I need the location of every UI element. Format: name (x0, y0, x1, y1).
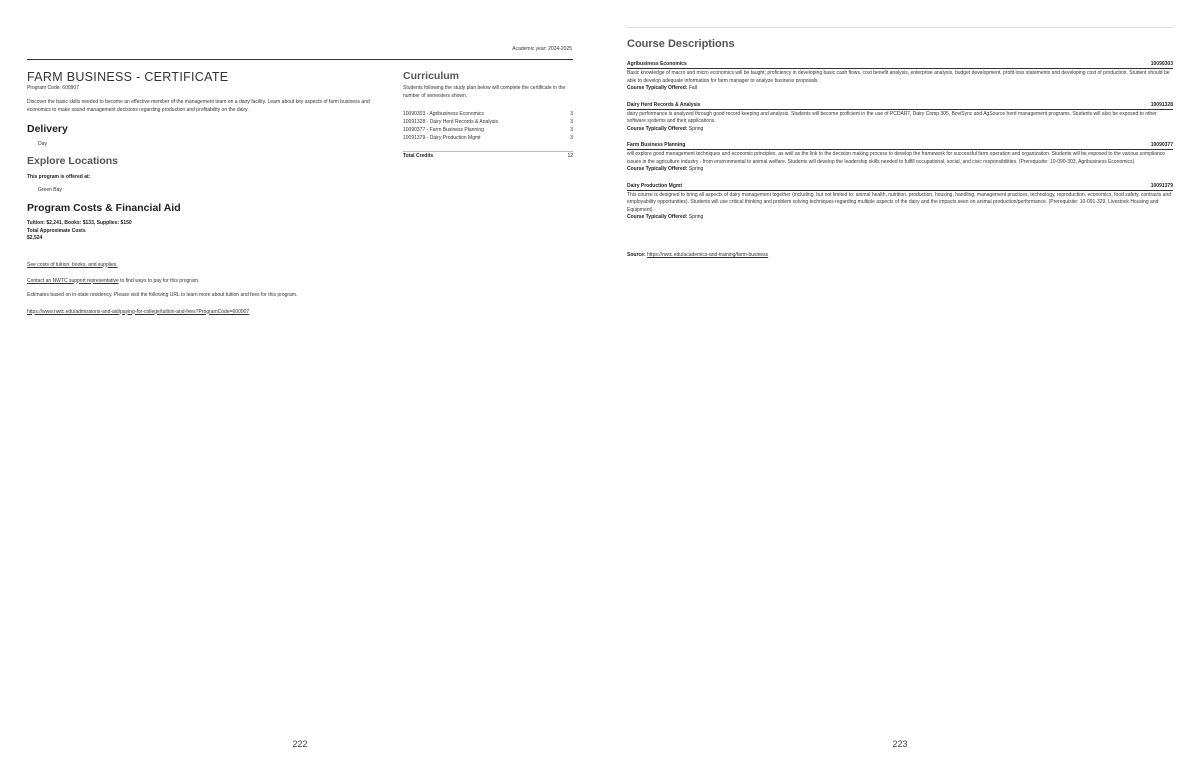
course-description: will explore good management techniques and economic principles, as well as the link to the decision making process to develop the framework for successful farm operation and organization. Students will be exposed to the various compliance issues in the agriculture industry - from environmental to animal welfare. Students will develop the leadership skills needed to fulfill occupational, social, and civic responsibilities. (Prerequisite: 10-090-303, Agribusiness Economics) (627, 151, 1166, 165)
contact-line (27, 278, 383, 286)
course-title: Agribusiness Economics (627, 61, 687, 67)
course-offered-value: Spring (687, 166, 704, 172)
course-descriptions-title: Course Descriptions (627, 38, 735, 50)
course-credits: 3 (570, 111, 573, 117)
curriculum-row (403, 134, 573, 142)
course-descriptions-list (627, 61, 1173, 231)
total-costs-label: Total Approximate Costs (27, 227, 86, 234)
offered-at-label: This program is offered at: (27, 174, 91, 180)
program-title: FARM BUSINESS - CERTIFICATE (27, 70, 229, 84)
costs-heading: Program Costs & Financial Aid (27, 202, 181, 214)
course-entry (627, 102, 1173, 134)
tuition-url-link[interactable]: https://www.nwtc.edu/admissions-and-aid/paying-for-college/tuition-and-fees?ProgramCode=600907 (27, 308, 250, 315)
academic-year: Academic year: 2024-2025 (512, 46, 572, 52)
header-rule (27, 59, 573, 60)
header-rule-right (627, 27, 1173, 28)
program-main-column (27, 70, 383, 318)
course-title: Dairy Production Mgmt (627, 182, 683, 189)
course-offered-value: Spring (687, 214, 704, 220)
total-credits-value: 12 (567, 153, 573, 159)
location-item: Green Bay (38, 187, 62, 193)
course-header (627, 61, 1173, 69)
curriculum-list (403, 110, 573, 142)
costs-block (27, 220, 383, 243)
course-title: Farm Business Planning (627, 142, 686, 148)
course-credits: 3 (570, 135, 573, 141)
course-offered (627, 85, 1173, 93)
see-costs-link[interactable]: See costs of tuition, books, and supplies. (27, 261, 118, 268)
course-offered (627, 126, 1173, 134)
course-description: This course is designed to bring all aspects of dairy management together (including, but not limited to: animal health, nutrition, production, housing, handling, management practices, technology, reproduction, economics, food safety, contracts and employability opportunities). Students will use critical thinking and problem solving techniques regarding multiple aspects of the dairy and the impacts seen on animal production/performance. (Prerequisite: 10-091-329, Livestock Housing and Equipment) (627, 191, 1172, 213)
total-costs-value: $2,524 (27, 235, 43, 241)
course-title: Dairy Herd Records & Analysis (627, 101, 701, 108)
page-number-right: 223 (892, 739, 908, 749)
curriculum-title: Curriculum (403, 70, 460, 82)
course-header (627, 142, 1173, 150)
course-entry (627, 61, 1173, 93)
course-description: dairy performance is analyzed through good record keeping and analysis. Students will become proficient in the use of PCDART, Dairy Comp 305, BoviSync and AgSource herd management programs. Students will also be exposed to other software systems and their applications. (627, 110, 1157, 124)
tuition-line: Tuition: $2,241, Books: $133, Supplies: $150 (27, 220, 132, 226)
delivery-item: Day (38, 141, 47, 147)
course-credits: 3 (570, 119, 573, 125)
page-number-left: 222 (292, 739, 308, 749)
curriculum-row (403, 110, 573, 118)
course-name: 10090303 - Agribusiness Economics (403, 111, 484, 117)
course-offered-label: Course Typically Offered: (627, 85, 688, 91)
source-label: Source: (627, 252, 646, 258)
curriculum-divider (403, 151, 573, 152)
course-description: Basic knowledge of macro and micro economics will be taught; proficiency in developing basic cash flows, cost benefit analysis, enterprise analysis, budget development, profit loss statements and developing cost of production. Student should be able to develop adequate information for farm manager to analyze business proposals. (627, 70, 1170, 84)
program-code: Program Code: 600907 (27, 85, 79, 91)
course-offered-label: Course Typically Offered: (627, 125, 688, 132)
course-offered-label: Course Typically Offered: (627, 214, 688, 220)
locations-heading: Explore Locations (27, 155, 119, 167)
course-name: 10090377 - Farm Business Planning (403, 127, 484, 133)
curriculum-intro: Students following the study plan below will complete the certificate in the number of semesters shown. (403, 85, 566, 99)
course-header (627, 102, 1173, 110)
course-entry (627, 142, 1173, 174)
total-credits-label: Total Credits (403, 153, 434, 159)
source-line (627, 252, 768, 258)
delivery-heading: Delivery (27, 123, 68, 135)
contact-link[interactable]: Contact an NWTC support representative (27, 277, 119, 284)
course-code: 10091379 (1150, 182, 1173, 189)
course-credits: 3 (570, 127, 573, 133)
course-code: 10090303 (1150, 61, 1173, 67)
total-credits-row (403, 153, 573, 159)
course-offered (627, 166, 1173, 174)
course-header (627, 183, 1173, 191)
estimates-text: Estimates based on in-state residency. Please visit the following URL to learn more about tuition and fees for this program. (27, 292, 298, 298)
contact-suffix: to find ways to pay for this program. (118, 277, 200, 284)
course-name: 10091379 - Dairy Production Mgmt (403, 135, 481, 141)
course-code: 10090377 (1150, 142, 1173, 148)
course-offered-value: Fall (687, 85, 697, 91)
course-offered-value: Spring (687, 125, 704, 132)
course-offered-label: Course Typically Offered: (627, 166, 688, 172)
course-code: 10091328 (1150, 101, 1173, 108)
course-entry (627, 183, 1173, 222)
course-name: 10091328 - Dairy Herd Records & Analysis (403, 119, 499, 125)
source-link[interactable]: https://nwtc.edu/academics-and-training/farm-business (647, 252, 769, 258)
curriculum-row (403, 118, 573, 126)
course-offered (627, 214, 1173, 222)
curriculum-column (403, 70, 573, 159)
program-description: Discover the basic skills needed to become an effective member of the management team on a dairy facility. Learn about key aspects of farm business and economics to make sound management decisions regarding production and profitability on the dairy. (27, 99, 370, 113)
right-page (600, 0, 1200, 776)
curriculum-row (403, 126, 573, 134)
